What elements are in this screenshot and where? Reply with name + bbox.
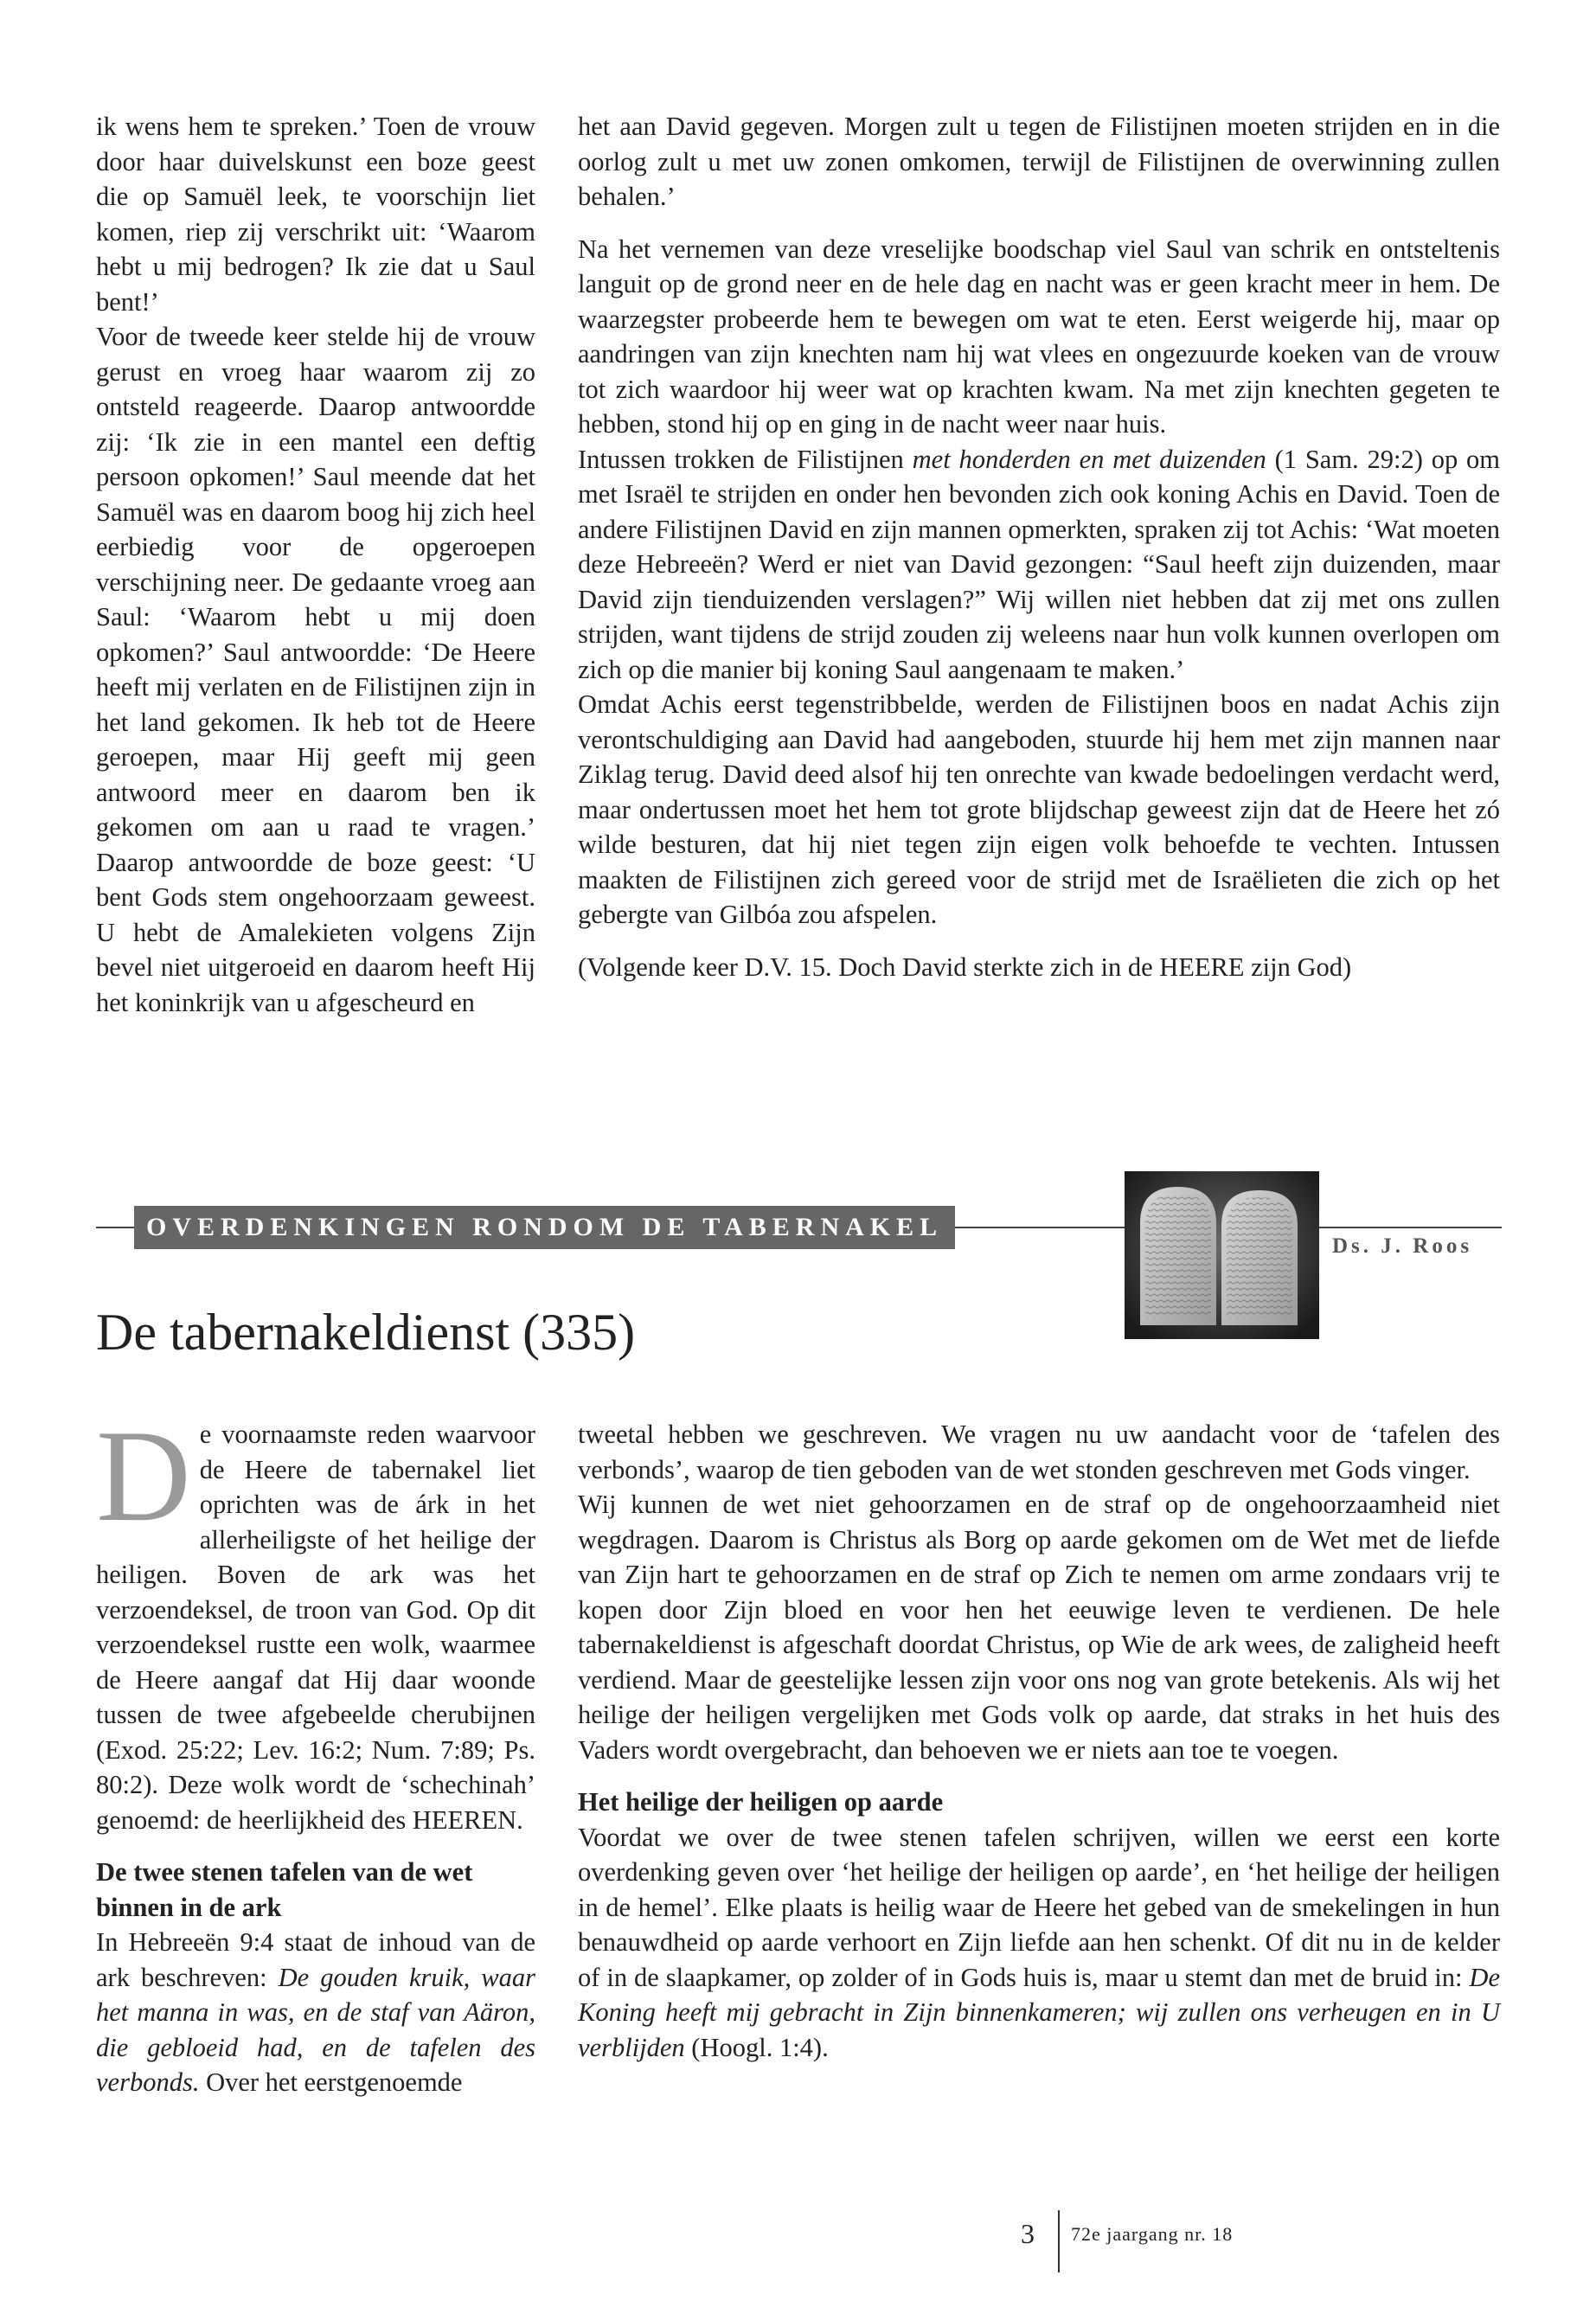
paragraph: Na het vernemen van deze vreselijke boodschap viel Saul van schrik en ontsteltenis languit op de grond neer en de hele dag en nacht was er geen kracht meer in hem. De waarzegster probeerde hem te bewegen om wat te eten. Eerst weigerde hij, maar op aandringen van zijn knechten nam hij wat vlees en ongezuurde koeken van de vrouw tot zich waardoor hij weer wat op krachten kwam. Na met zijn knechten gegeten te hebben, stond hij op en ging in de nacht weer naar huis. bbox=[578, 234, 1500, 439]
text: e voornaamste reden waarvoor de Heere de tabernakel liet oprichten was de árk in het allerheiligste of het heilige der heiligen. Boven de ark was het verzoendeksel, de troon van God. Op dit verzoendeksel rustte een wolk, waarmee de Heere aangaf dat Hij daar woonde tussen de twee afgebeelde cherubijnen (Exod. 25:22; Lev. 16:2; Num. 7:89; Ps. 80:2). Deze wolk wordt de ‘schechinah’ genoemd: de heerlijkheid des HEEREN. bbox=[96, 1420, 535, 1835]
section-banner: OVERDENKINGEN RONDOM DE TABERNAKEL bbox=[134, 1206, 955, 1249]
paragraph bbox=[578, 1820, 1500, 2066]
paragraph: Voor de tweede keer stelde hij de vrouw gerust en vroeg haar waarom zij zo ontsteld reageerde. Daarop antwoordde zij: ‘Ik zie in een mantel een deftig persoon opkomen!’ Saul meende dat het Samuël was en daarom boog hij zich heel eerbiedig voor de opgeroepen verschijning neer. De gedaante vroeg aan Saul: ‘Waarom hebt u mij doen opkomen?’ Saul antwoordde: ‘De Heere heeft mij verlaten en de Filistijnen zijn in het land gekomen. Ik heb tot de Heere geroepen, maar Hij geeft mij geen antwoord meer en daarom ben ik gekomen om aan u raad te vragen.’ Daarop antwoordde de boze geest: ‘U bent Gods stem ongehoorzaam geweest. U hebt de Amalekieten volgens Zijn bevel niet uitgeroeid en daarom heeft Hij het koninkrijk van u afgescheurd en bbox=[96, 322, 535, 1017]
issue-label: 72e jaargang nr. 18 bbox=[1071, 2223, 1234, 2245]
paragraph: ik wens hem te spreken.’ Toen de vrouw door haar duivelskunst een boze geest die op Samuël leek, te voorschijn liet komen, riep zij verschrikt uit: ‘Waarom hebt u mij bedrogen? Ik zie dat u Saul bent!’ bbox=[96, 112, 535, 317]
footer-divider bbox=[1058, 2210, 1060, 2272]
paragraph: Omdat Achis eerst tegenstribbelde, werden de Filistijnen boos en nadat Achis zijn verontschuldiging aan David had aangeboden, stuurde hij hem met zijn mannen naar Ziklag terug. David deed alsof hij ten onrechte van kwade bedoelingen verdacht werd, maar ondertussen moet het hem tot grote blijdschap geweest zijn dat de Heere het zó wilde besturen, dat hij niet tegen zijn eigen volk behoefde te vechten. Intussen maakten de Filistijnen zich gereed voor de strijd met de Israëlieten die zich op het gebergte van Gilbóa zou afspelen. bbox=[578, 689, 1500, 929]
paragraph bbox=[578, 442, 1500, 688]
text: Over het eerstgenoemde bbox=[199, 2067, 463, 2097]
paragraph: Wij kunnen de wet niet gehoorzamen en de straf op de ongehoorzaamheid niet wegdragen. Daarom is Christus als Borg op aarde gekomen om de Wet met de liefde van Zijn hart te gehoorzamen en de straf op Zich te nemen om arme zondaars vrij te kopen door Zijn bloed en voor hen het eeuwige leven te verdienen. De hele tabernakeldienst is afgeschaft doordat Christus, op Wie de ark wees, de zaligheid heeft verdiend. Maar de geestelijke lessen zijn voor ons nog van grote betekenis. Als wij het heilige der heiligen vergelijken met Gods volk op aarde, dat straks in het huis des Vaders wordt overgebracht, dan behoeven we er niets aan toe te voegen. bbox=[578, 1490, 1500, 1765]
article-column-left bbox=[96, 1403, 536, 2100]
author-name: Ds. J. Roos bbox=[1332, 1229, 1505, 1264]
continuation-column-right bbox=[578, 109, 1500, 984]
paragraph: het aan David gegeven. Morgen zult u tegen de Filistijnen moeten strijden en in die oorlog zult u met uw zonen omkomen, terwijl de Filistijnen de overwinning zullen behalen.’ bbox=[578, 112, 1500, 211]
text: (Hoogl. 1:4). bbox=[684, 2032, 829, 2062]
article-title: De tabernakeldienst (335) bbox=[96, 1304, 636, 1361]
drop-cap: D bbox=[96, 1403, 191, 1548]
subheading: Het heilige der heiligen op aarde bbox=[578, 1787, 944, 1817]
subheading: De twee stenen tafelen van de wet binnen in de ark bbox=[96, 1857, 473, 1922]
intro-paragraph bbox=[96, 1403, 535, 1837]
page-number: 3 bbox=[1021, 2218, 1035, 2249]
italic-quote: met honderden en met duizenden bbox=[912, 444, 1266, 474]
text: Voordat we over de twee stenen tafelen schrijven, willen we eerst een korte overdenking geven over ‘het heilige der heiligen op aarde’, en ‘het heilige der heiligen in de hemel’. Elke plaats is heilig waar de Heere het gebed van de smekelingen in hun benauwdheid op aarde verhoort en Zijn liefde aan hen schenkt. Of dit nu in de kelder of in de slaapkamer, op zolder of in Gods huis is, maar u stemt dan met de bruid in: bbox=[578, 1822, 1500, 1992]
stone-tablets-photo bbox=[1125, 1171, 1319, 1339]
text: In Hebreeën 9:4 staat de inhoud van de ark beschreven: bbox=[96, 1927, 535, 1992]
next-time-note: (Volgende keer D.V. 15. Doch David sterkte zich in de HEERE zijn God) bbox=[578, 952, 1352, 982]
paragraph: tweetal hebben we geschreven. We vragen nu uw aandacht voor de ‘tafelen des verbonds’, waarop de tien geboden van de wet stonden geschreven met Gods vinger. bbox=[578, 1420, 1500, 1484]
text: (1 Sam. 29:2) op om met Israël te strijden en onder hen bevonden zich ook koning Achis en David. Toen de andere Filistijnen David en zijn mannen opmerkten, spraken zij tot Achis: ‘Wat moeten deze Hebreeën? Werd er niet van David gezongen: “Saul heeft zijn duizenden, maar David zijn tienduizenden verslagen?” Wij willen niet hebben dat zij met ons zullen strijden, want tijdens de strijd zouden zij weleens naar hun volk kunnen overlopen om zich op die manier bij koning Saul aangenaam te maken.’ bbox=[578, 444, 1500, 684]
italic-quote: De Koning heeft mij gebracht in Zijn binnenkameren; wij zullen ons verheugen en in U verblijden bbox=[578, 1962, 1500, 2062]
continuation-column-left bbox=[96, 109, 535, 1020]
article-column-right bbox=[578, 1417, 1500, 2065]
text: Intussen trokken de Filistijnen bbox=[578, 444, 913, 474]
paragraph bbox=[96, 1925, 535, 2100]
italic-quote: De gouden kruik, waar het manna in was, en de staf van Aäron, die gebloeid had, en de tafelen des verbonds. bbox=[96, 1962, 536, 2097]
